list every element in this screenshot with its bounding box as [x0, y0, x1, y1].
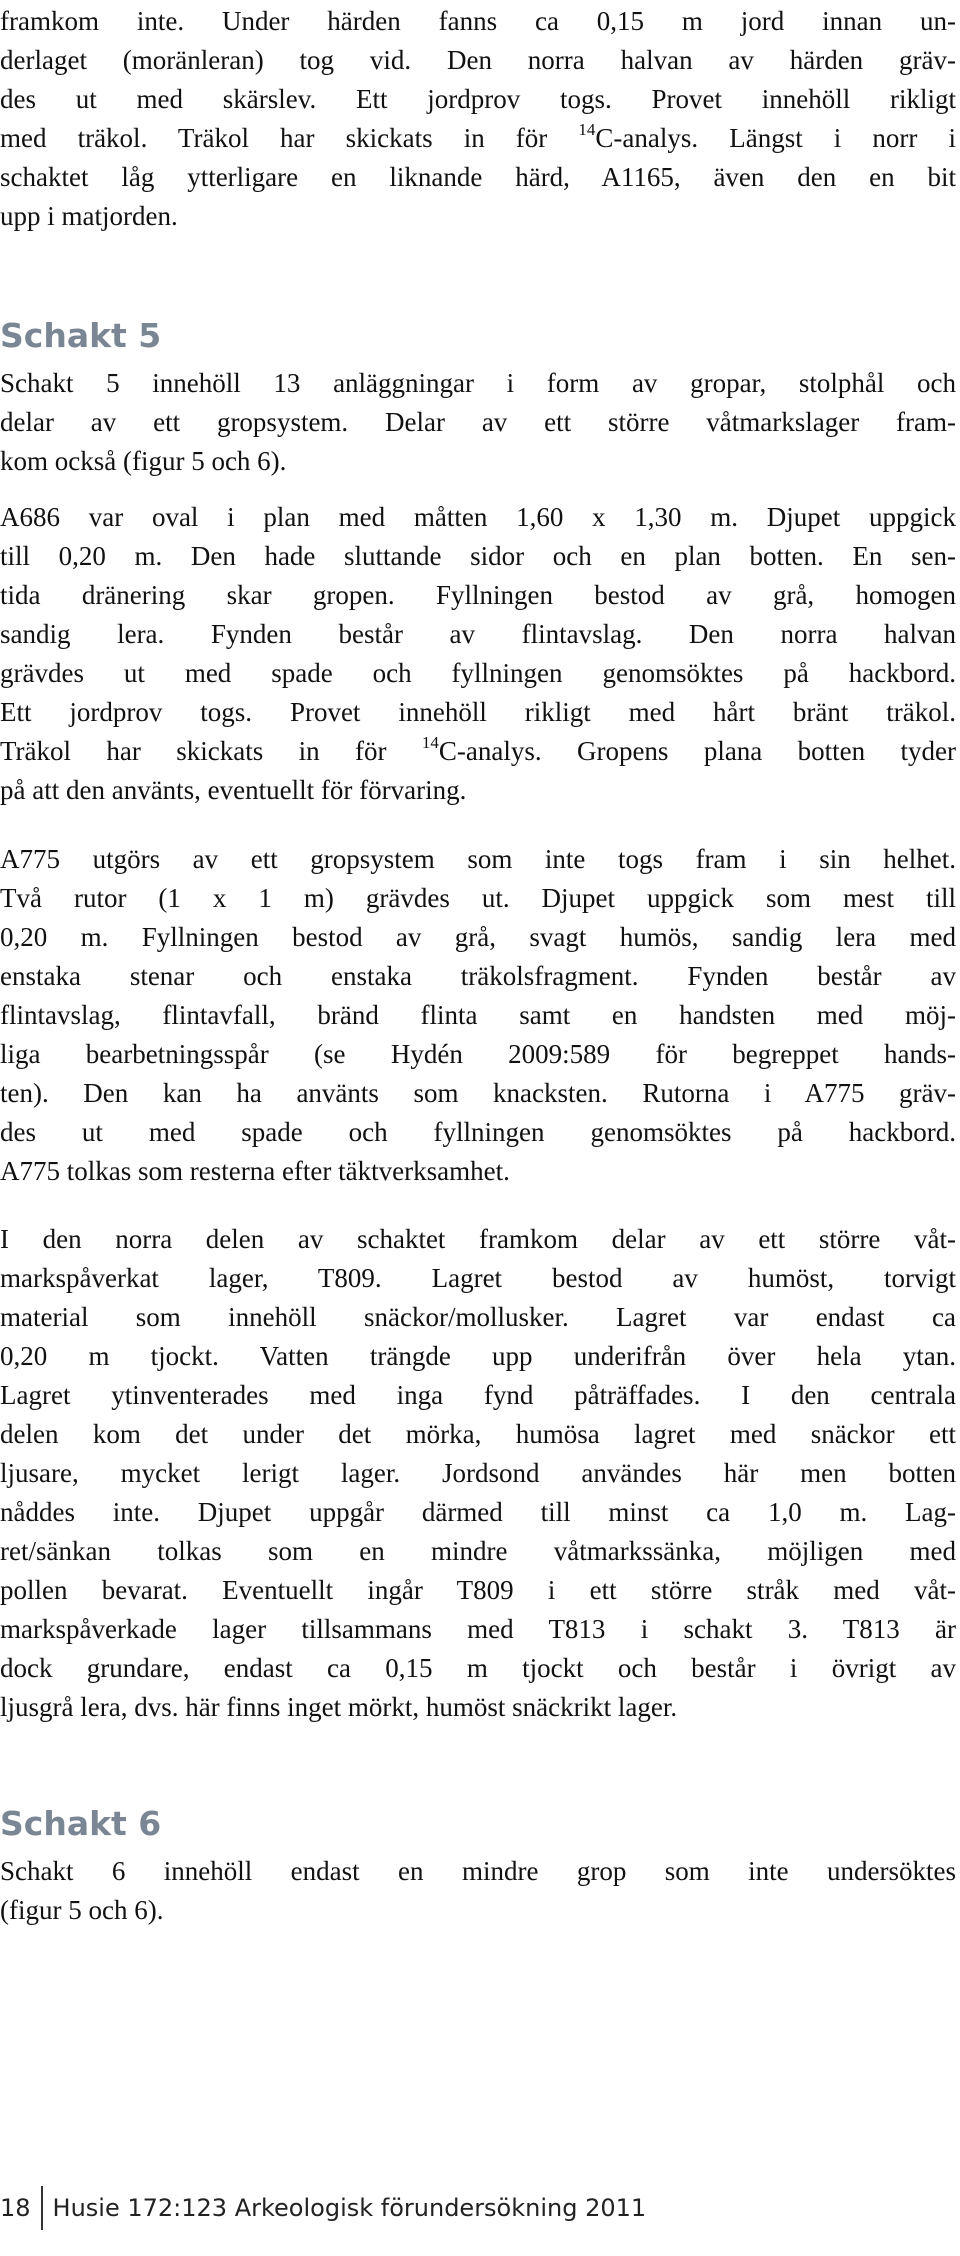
text-line: Träkol har skickats in för $^{14}$C-analys. Gropens plana botten tyder [0, 733, 957, 766]
text-line: A775 tolkas som resterna efter täktverksamhet. [0, 1156, 510, 1186]
text-line: grävdes ut med spade och fyllningen genomsöktes på hackbord. [0, 658, 956, 688]
text-line: liga bearbetningsspår (se Hydén 2009:589 för begreppet hands- [0, 1039, 956, 1069]
isotope-superscript: 14 [578, 120, 596, 139]
text-line: med träkol. Träkol har skickats in för $^{14}$C-analys. Längst i norr i [0, 120, 956, 153]
page-footer [0, 2186, 646, 2230]
text-line: (figur 5 och 6). [0, 1895, 164, 1925]
text-line: ret/sänkan tolkas som en mindre våtmarkssänka, möjligen med [0, 1536, 956, 1566]
intro-paragraph [0, 2, 956, 236]
schakt-5-heading: Schakt 5 [0, 316, 162, 355]
text-line: kom också (figur 5 och 6). [0, 446, 287, 476]
schakt-5-paragraph-1 [0, 364, 956, 481]
schakt-5-paragraph-3-a775 [0, 840, 956, 1191]
text-line: Lagret ytinventerades med inga fynd påträffades. I den centrala [0, 1380, 956, 1410]
text-line: markspåverkat lager, T809. Lagret bestod av humöst, torvigt [0, 1263, 956, 1293]
text-line: Två rutor (1 x 1 m) grävdes ut. Djupet uppgick som mest till [0, 883, 956, 913]
text-line: 0,20 m. Fyllningen bestod av grå, svagt humös, sandig lera med [0, 922, 956, 952]
text-line: schaktet låg ytterligare en liknande härd, A1165, även den en bit [0, 162, 956, 192]
publication-title: Husie 172:123 Arkeologisk förundersökning 2011 [52, 2194, 647, 2222]
text-line: des ut med skärslev. Ett jordprov togs. Provet innehöll rikligt [0, 84, 956, 114]
schakt-6-paragraph [0, 1852, 956, 1930]
text-line: flintavslag, flintavfall, bränd flinta samt en handsten med möj- [0, 1000, 956, 1030]
text-line: ten). Den kan ha använts som knacksten. Rutorna i A775 gräv- [0, 1078, 956, 1108]
text-line: I den norra delen av schaktet framkom delar av ett större våt- [0, 1224, 956, 1254]
footer-divider [41, 2186, 43, 2230]
schakt-5-paragraph-4-t809 [0, 1220, 956, 1727]
schakt-5-paragraph-2-a686 [0, 498, 956, 810]
text-line: på att den använts, eventuellt för förvaring. [0, 775, 467, 805]
text-line: derlaget (moränleran) tog vid. Den norra halvan av härden gräv- [0, 45, 956, 75]
text-line: tida dränering skar gropen. Fyllningen bestod av grå, homogen [0, 580, 956, 610]
text-line: A775 utgörs av ett gropsystem som inte togs fram i sin helhet. [0, 844, 956, 874]
text-line: till 0,20 m. Den hade sluttande sidor och en plan botten. En sen- [0, 541, 956, 571]
text-line: nåddes inte. Djupet uppgår därmed till minst ca 1,0 m. Lag- [0, 1497, 956, 1527]
text-line: enstaka stenar och enstaka träkolsfragment. Fynden består av [0, 961, 956, 991]
text-line: markspåverkade lager tillsammans med T813 i schakt 3. T813 är [0, 1614, 956, 1644]
text-line: upp i matjorden. [0, 201, 178, 231]
schakt-6-heading: Schakt 6 [0, 1804, 162, 1843]
text-line: delen kom det under det mörka, humösa lagret med snäckor ett [0, 1419, 956, 1449]
text-line: 0,20 m tjockt. Vatten trängde upp underifrån över hela ytan. [0, 1341, 956, 1371]
text-line: des ut med spade och fyllningen genomsöktes på hackbord. [0, 1117, 956, 1147]
text-line: dock grundare, endast ca 0,15 m tjockt och består i övrigt av [0, 1653, 956, 1683]
text-line: Schakt 6 innehöll endast en mindre grop som inte undersöktes [0, 1856, 956, 1886]
text-line: Ett jordprov togs. Provet innehöll rikligt med hårt bränt träkol. [0, 697, 956, 727]
text-line: A686 var oval i plan med måtten 1,60 x 1,30 m. Djupet uppgick [0, 502, 956, 532]
text-line: sandig lera. Fynden består av flintavslag. Den norra halvan [0, 619, 956, 649]
text-line: Schakt 5 innehöll 13 anläggningar i form av gropar, stolphål och [0, 368, 956, 398]
isotope-superscript: 14 [421, 733, 439, 752]
text-line: ljusare, mycket lerigt lager. Jordsond användes här men botten [0, 1458, 956, 1488]
text-line: framkom inte. Under härden fanns ca 0,15 m jord innan un- [0, 6, 956, 36]
text-line: delar av ett gropsystem. Delar av ett större våtmarkslager fram- [0, 407, 956, 437]
page-number: 18 [0, 2194, 31, 2222]
text-line: pollen bevarat. Eventuellt ingår T809 i ett större stråk med våt- [0, 1575, 956, 1605]
text-line: material som innehöll snäckor/mollusker. Lagret var endast ca [0, 1302, 956, 1332]
text-line: ljusgrå lera, dvs. här finns inget mörkt, humöst snäckrikt lager. [0, 1692, 678, 1722]
